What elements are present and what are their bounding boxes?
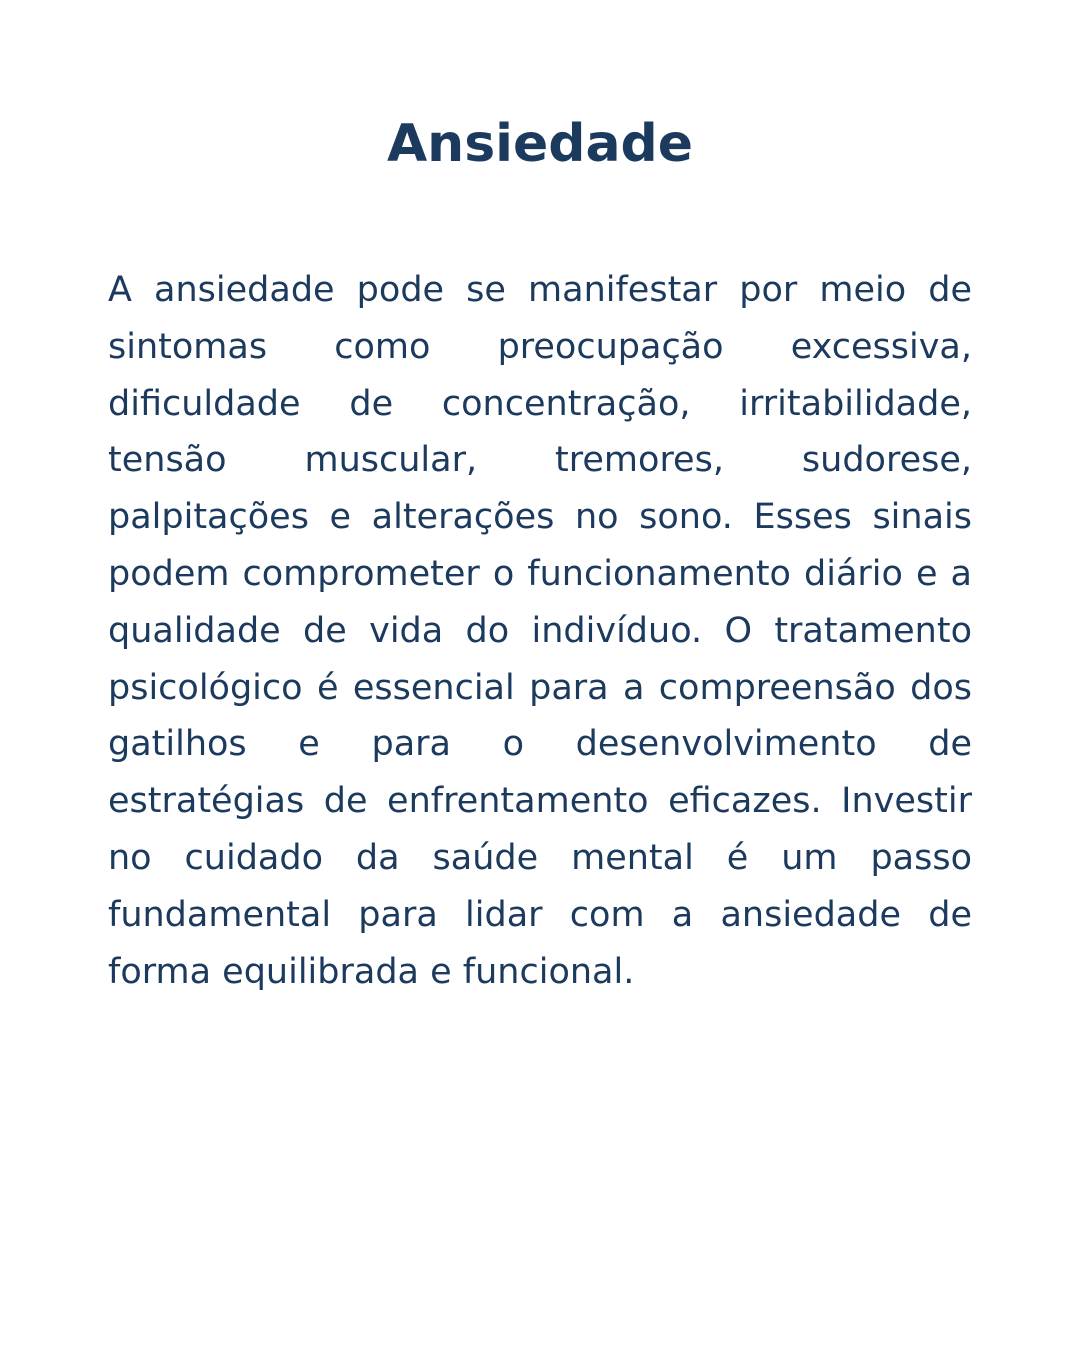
body-paragraph: A ansiedade pode se manifestar por meio de sintomas como preocupação excessiva, dificuldade de concentração, irritabilidade, tensão muscular, tremores, sudorese, palpitações e alterações no sono. Esses sinais podem comprometer o funcionamento diário e a qualidade de vida do indivíduo. O tratamento psicológico é essencial para a compreensão dos gatilhos e para o desenvolvimento de estratégias de enfrentamento eficazes. Investir no cuidado da saúde mental é um passo fundamental para lidar com a ansiedade de forma equilibrada e funcional. bbox=[108, 270, 972, 992]
page-title: Ansiedade bbox=[386, 114, 694, 174]
